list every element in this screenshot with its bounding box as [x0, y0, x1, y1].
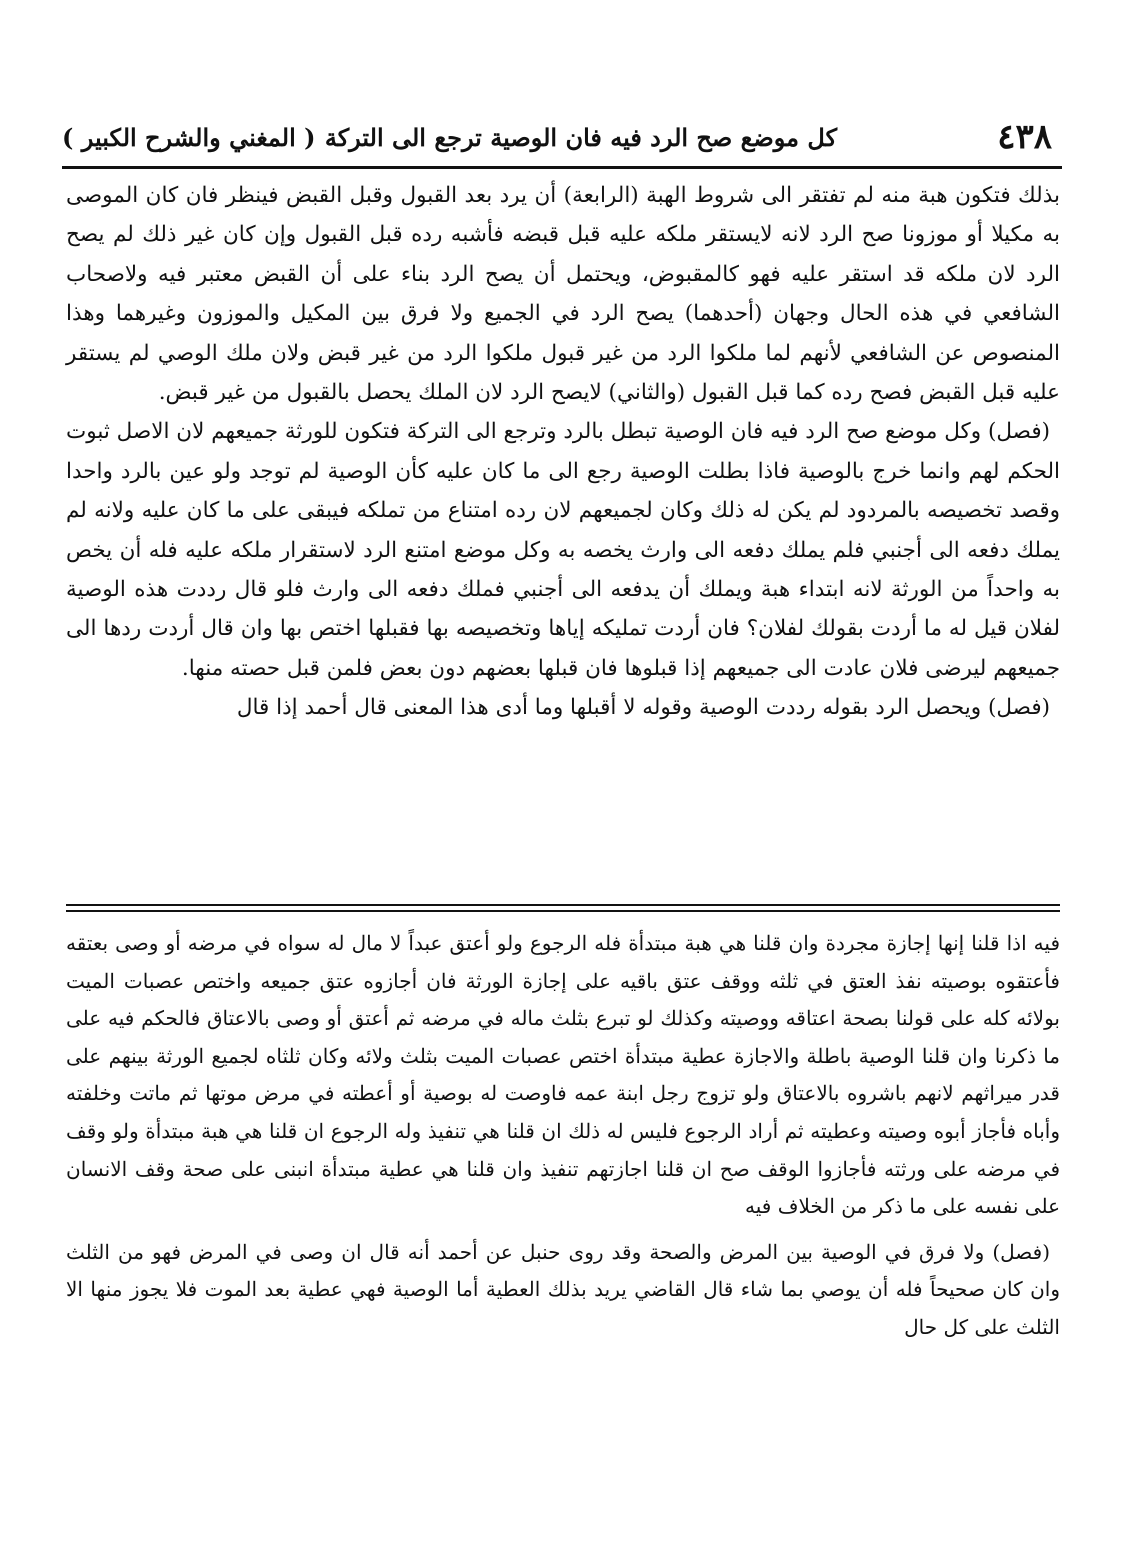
main-text [66, 176, 1060, 728]
paragraph-fasl-husul: (فصل) ويحصل الرد بقوله رددت الوصية وقوله لا أقبلها وما أدى هذا المعنى قال أحمد إذا قال [236, 695, 1050, 721]
header-rule [62, 166, 1062, 169]
footnote-divider [66, 904, 1060, 912]
sharh-paragraph: فيه اذا قلنا إنها إجازة مجردة وان قلنا هي هبة مبتدأة فله الرجوع ولو أعتق عبداً لا مال له سواه في مرضه أو وصى بعتقه فأعتقوه بوصيته نفذ العتق في ثلثه ووقف عتق باقيه على إجازة الورثة فان أجازوه عتق جميعه واختص عصبات الميت بولائه كله على قولنا بصحة اعتاقه ووصيته وكذلك لو تبرع بثلث ماله في مرضه ثم أعتق أو وصى بالاعتاق فالحكم فيه على ما ذكرنا وان قلنا الوصية باطلة والاجازة عطية مبتدأة اختص عصبات الميت بثلث ولائه وكان ثلثاه لجميع الورثة بينهم على قدر ميراثهم لانهم باشروه بالاعتاق ولو تزوج رجل ابنة عمه فاوصت له بوصية أو أعطته في مرض موتها ثم ماتت وخلفته وأباه فأجاز أبوه وصيته وعطيته ثم أراد الرجوع فليس له ذلك ان قلنا هي تنفيذ وله الرجوع ان قلنا هي هبة مبتدأة ولو وقف في مرضه على ورثته فأجازوا الوقف صح ان قلنا اجازتهم تنفيذ وان قلنا هي عطية مبتدأة انبنى على صحة وقف الانسان على نفسه على ما ذكر من الخلاف فيه [66, 931, 1061, 1219]
page-number: ٤٣٨ [997, 117, 1052, 157]
running-title: كل موضع صح الرد فيه فان الوصية ترجع الى التركة [324, 123, 837, 152]
page-header [62, 112, 1062, 162]
sharh-text [66, 925, 1060, 1347]
book-title: ( المغني والشرح الكبير ) [62, 123, 316, 152]
sharh-paragraph-fasl: (فصل) ولا فرق في الوصية بين المرض والصحة وقد روى حنبل عن أحمد أنه قال ان وصى في المرض فهو من الثلث وان كان صحيحاً فله أن يوصي بما شاء قال القاضي يريد بذلك العطية أما الوصية فهي عطية بعد الموت فلا يجوز منها الا الثلث على كل حال [66, 1239, 1060, 1339]
paragraph-rabia: بذلك فتكون هبة منه لم تفتقر الى شروط الهبة (الرابعة) أن يرد بعد القبول وقبل القبض فينظر فان كان الموصى به مكيلا أو موزونا صح الرد لانه لايستقر ملكه عليه قبل قبضه فأشبه رده قبل القبول وإن كان غير ذلك لم يصح الرد لان ملكه قد استقر عليه فهو كالمقبوض، ويحتمل أن يصح الرد بناء على أن القبض معتبر فيه ولاصحاب الشافعي في هذه الحال وجهان (أحدهما) يصح الرد في الجميع ولا فرق بين المكيل والموزون وغيرهما وهذا المنصوص عن الشافعي لأنهم لما ملكوا الرد من غير قبول ملكوا الرد من غير قبض ولان ملك الوصي لم يستقر عليه قبل القبض فصح رده كما قبل القبول (والثاني) لايصح الرد لان الملك يحصل بالقبول من غير قبض. [66, 183, 1060, 406]
paragraph-fasl-radd: (فصل) وكل موضع صح الرد فيه فان الوصية تبطل بالرد وترجع الى التركة فتكون للورثة جميعهم لان الاصل ثبوت الحكم لهم وانما خرج بالوصية فاذا بطلت الوصية رجع الى ما كان عليه كأن الوصية لم توجد ولو عين بالرد واحدا وقصد تخصيصه بالمردود لم يكن له ذلك وكان لجميعهم لان رده امتناع من تملكه فيبقى على ما كان عليه ولانه لم يملك دفعه الى أجنبي فلم يملك دفعه الى وارث يخصه به وكل موضع امتنع الرد لاستقرار ملكه عليه فله أن يخص به واحداً من الورثة لانه ابتداء هبة ويملك أن يدفعه الى أجنبي فملك دفعه الى وارث فلو قال رددت هذه الوصية لفلان قيل له ما أردت بقولك لفلان؟ فان أردت تمليكه إياها وتخصيصه بها فقبلها اختص بها وان قال أردت ردها الى جميعهم ليرضى فلان عادت الى جميعهم إذا قبلوها فان قبلها بعضهم دون بعض فلمن قبل حصته منها. [66, 419, 1060, 681]
